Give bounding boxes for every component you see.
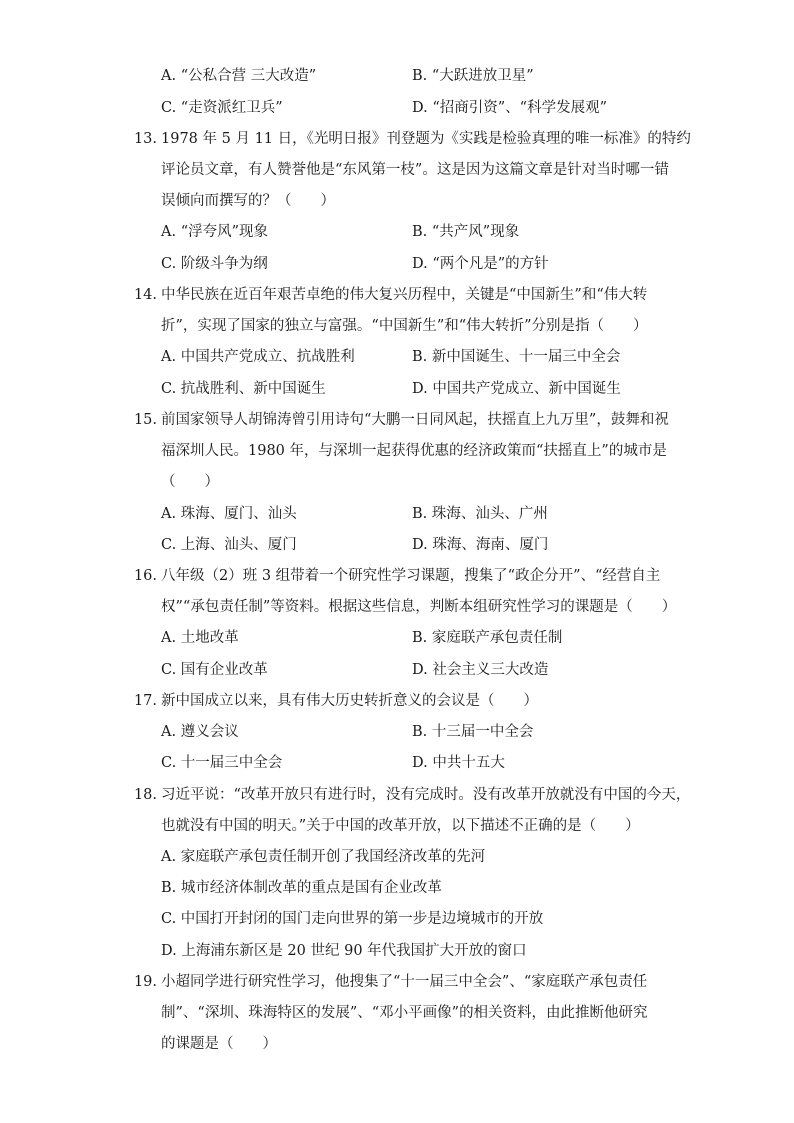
q16-number: 16. xyxy=(133,568,157,584)
q14-text: 折”，实现了国家的独立与富强。“中国新生”和“伟大转折”分别是指（ ） xyxy=(161,318,648,334)
q18-text: 也就没有中国的明天。”关于中国的改革开放，以下描述不正确的是（ ） xyxy=(161,818,640,834)
q12-options-row-2 xyxy=(0,98,794,130)
q15-line-3 xyxy=(0,472,794,504)
q13-option-b: B. “共产风”现象 xyxy=(412,224,520,240)
q15-line-2 xyxy=(0,441,794,473)
q15-option-d: D. 珠海、海南、厦门 xyxy=(412,537,549,553)
q13-number: 13. xyxy=(133,131,157,147)
q18-text: 习近平说：“改革开放只有进行时，没有完成时。没有改革开放就没有中国的今天， xyxy=(161,787,691,803)
q18-option-c: C. 中国打开封闭的国门走向世界的第一步是边境城市的开放 xyxy=(161,911,544,927)
q19-text: 制”、“深圳、珠海特区的发展”、“邓小平画像”的相关资料，由此推断他研究 xyxy=(161,1005,648,1021)
q16-line-1 xyxy=(0,566,794,598)
q16-options-row-1 xyxy=(0,628,794,660)
q12-option-a: A. “公私合营 三大改造” xyxy=(161,68,317,84)
q15-option-a: A. 珠海、厦门、汕头 xyxy=(161,506,297,522)
q14-text: 中华民族在近百年艰苦卓绝的伟大复兴历程中，关键是“中国新生”和“伟大转 xyxy=(161,287,648,303)
q14-number: 14. xyxy=(133,287,157,303)
q18-line-1 xyxy=(0,785,794,817)
q15-options-row-1 xyxy=(0,504,794,536)
q17-number: 17. xyxy=(133,693,157,709)
q16-text: 八年级（2）班 3 组带着一个研究性学习课题，搜集了“政企分开”、“经营自主 xyxy=(161,568,661,584)
q15-option-c: C. 上海、汕头、厦门 xyxy=(161,537,297,553)
q18-line-2 xyxy=(0,816,794,848)
q16-text: 权”“承包责任制”等资料。根据这些信息，判断本组研究性学习的课题是（ ） xyxy=(161,599,677,615)
q16-options-row-2 xyxy=(0,660,794,692)
q13-option-c: C. 阶级斗争为纲 xyxy=(161,256,268,272)
q17-options-row-1 xyxy=(0,722,794,754)
q12-options-row-1 xyxy=(0,66,794,98)
q14-option-a: A. 中国共产党成立、抗战胜利 xyxy=(161,349,355,365)
q17-option-a: A. 遵义会议 xyxy=(161,724,239,740)
q18-option-d: D. 上海浦东新区是 20 世纪 90 年代我国扩大开放的窗口 xyxy=(161,943,527,959)
q13-text: 1978 年 5 月 11 日，《光明日报》刊登题为《实践是检验真理的唯一标准》的特约 xyxy=(161,131,691,147)
q18-option-b: B. 城市经济体制改革的重点是国有企业改革 xyxy=(161,880,442,896)
q16-option-a: A. 土地改革 xyxy=(161,630,239,646)
q12-option-c: C. “走资派红卫兵” xyxy=(161,100,283,116)
q19-line-2 xyxy=(0,1003,794,1035)
q18-number: 18. xyxy=(133,787,157,803)
q14-line-1 xyxy=(0,285,794,317)
q17-line-1 xyxy=(0,691,794,723)
q15-options-row-2 xyxy=(0,535,794,567)
q17-option-c: C. 十一届三中全会 xyxy=(161,755,283,771)
q15-text: 前国家领导人胡锦涛曾引用诗句“大鹏一日同风起，扶摇直上九万里”，鼓舞和祝 xyxy=(161,412,669,428)
q16-option-c: C. 国有企业改革 xyxy=(161,662,268,678)
q14-option-d: D. 中国共产党成立、新中国诞生 xyxy=(412,381,621,397)
q18-option-b-row xyxy=(0,878,794,910)
q13-text: 评论员文章，有人赞誉他是“东风第一枝”。这是因为这篇文章是针对当时哪一错 xyxy=(161,162,669,178)
q17-option-d: D. 中共十五大 xyxy=(412,755,505,771)
q13-line-1 xyxy=(0,129,794,161)
q15-line-1 xyxy=(0,410,794,442)
q17-option-b: B. 十三届一中全会 xyxy=(412,724,534,740)
q16-option-b: B. 家庭联产承包责任制 xyxy=(412,630,563,646)
q13-option-a: A. “浮夸风”现象 xyxy=(161,224,269,240)
q19-text: 的课题是（ ） xyxy=(161,1036,277,1052)
q13-line-2 xyxy=(0,160,794,192)
q14-options-row-1 xyxy=(0,347,794,379)
q14-line-2 xyxy=(0,316,794,348)
q13-text: 误倾向而撰写的？（ ） xyxy=(161,193,335,209)
q18-option-c-row xyxy=(0,909,794,941)
q12-option-b: B. “大跃进放卫星” xyxy=(412,68,534,84)
q13-options-row-2 xyxy=(0,254,794,286)
q18-option-d-row xyxy=(0,941,794,973)
q16-line-2 xyxy=(0,597,794,629)
q19-line-3 xyxy=(0,1034,794,1066)
q13-options-row-1 xyxy=(0,222,794,254)
q13-option-d: D. “两个凡是”的方针 xyxy=(412,256,549,272)
q14-option-c: C. 抗战胜利、新中国诞生 xyxy=(161,381,326,397)
q15-text: 福深圳人民。1980 年，与深圳一起获得优惠的经济政策而“扶摇直上”的城市是 xyxy=(161,443,667,459)
q15-option-b: B. 珠海、汕头、广州 xyxy=(412,506,548,522)
q19-line-1 xyxy=(0,972,794,1004)
q19-number: 19. xyxy=(133,974,157,990)
q17-options-row-2 xyxy=(0,753,794,785)
q14-option-b: B. 新中国诞生、十一届三中全会 xyxy=(412,349,621,365)
q13-line-3 xyxy=(0,191,794,223)
q14-options-row-2 xyxy=(0,379,794,411)
q15-number: 15. xyxy=(133,412,157,428)
q15-text: （ ） xyxy=(161,474,219,490)
q18-option-a: A. 家庭联产承包责任制开创了我国经济改革的先河 xyxy=(161,849,486,865)
q17-text: 新中国成立以来，具有伟大历史转折意义的会议是（ ） xyxy=(161,693,538,709)
q18-option-a-row xyxy=(0,847,794,879)
q19-text: 小超同学进行研究性学习，他搜集了“十一届三中全会”、“家庭联产承包责任 xyxy=(161,974,648,990)
q16-option-d: D. 社会主义三大改造 xyxy=(412,662,549,678)
q12-option-d: D. “招商引资”、“科学发展观” xyxy=(412,100,607,116)
